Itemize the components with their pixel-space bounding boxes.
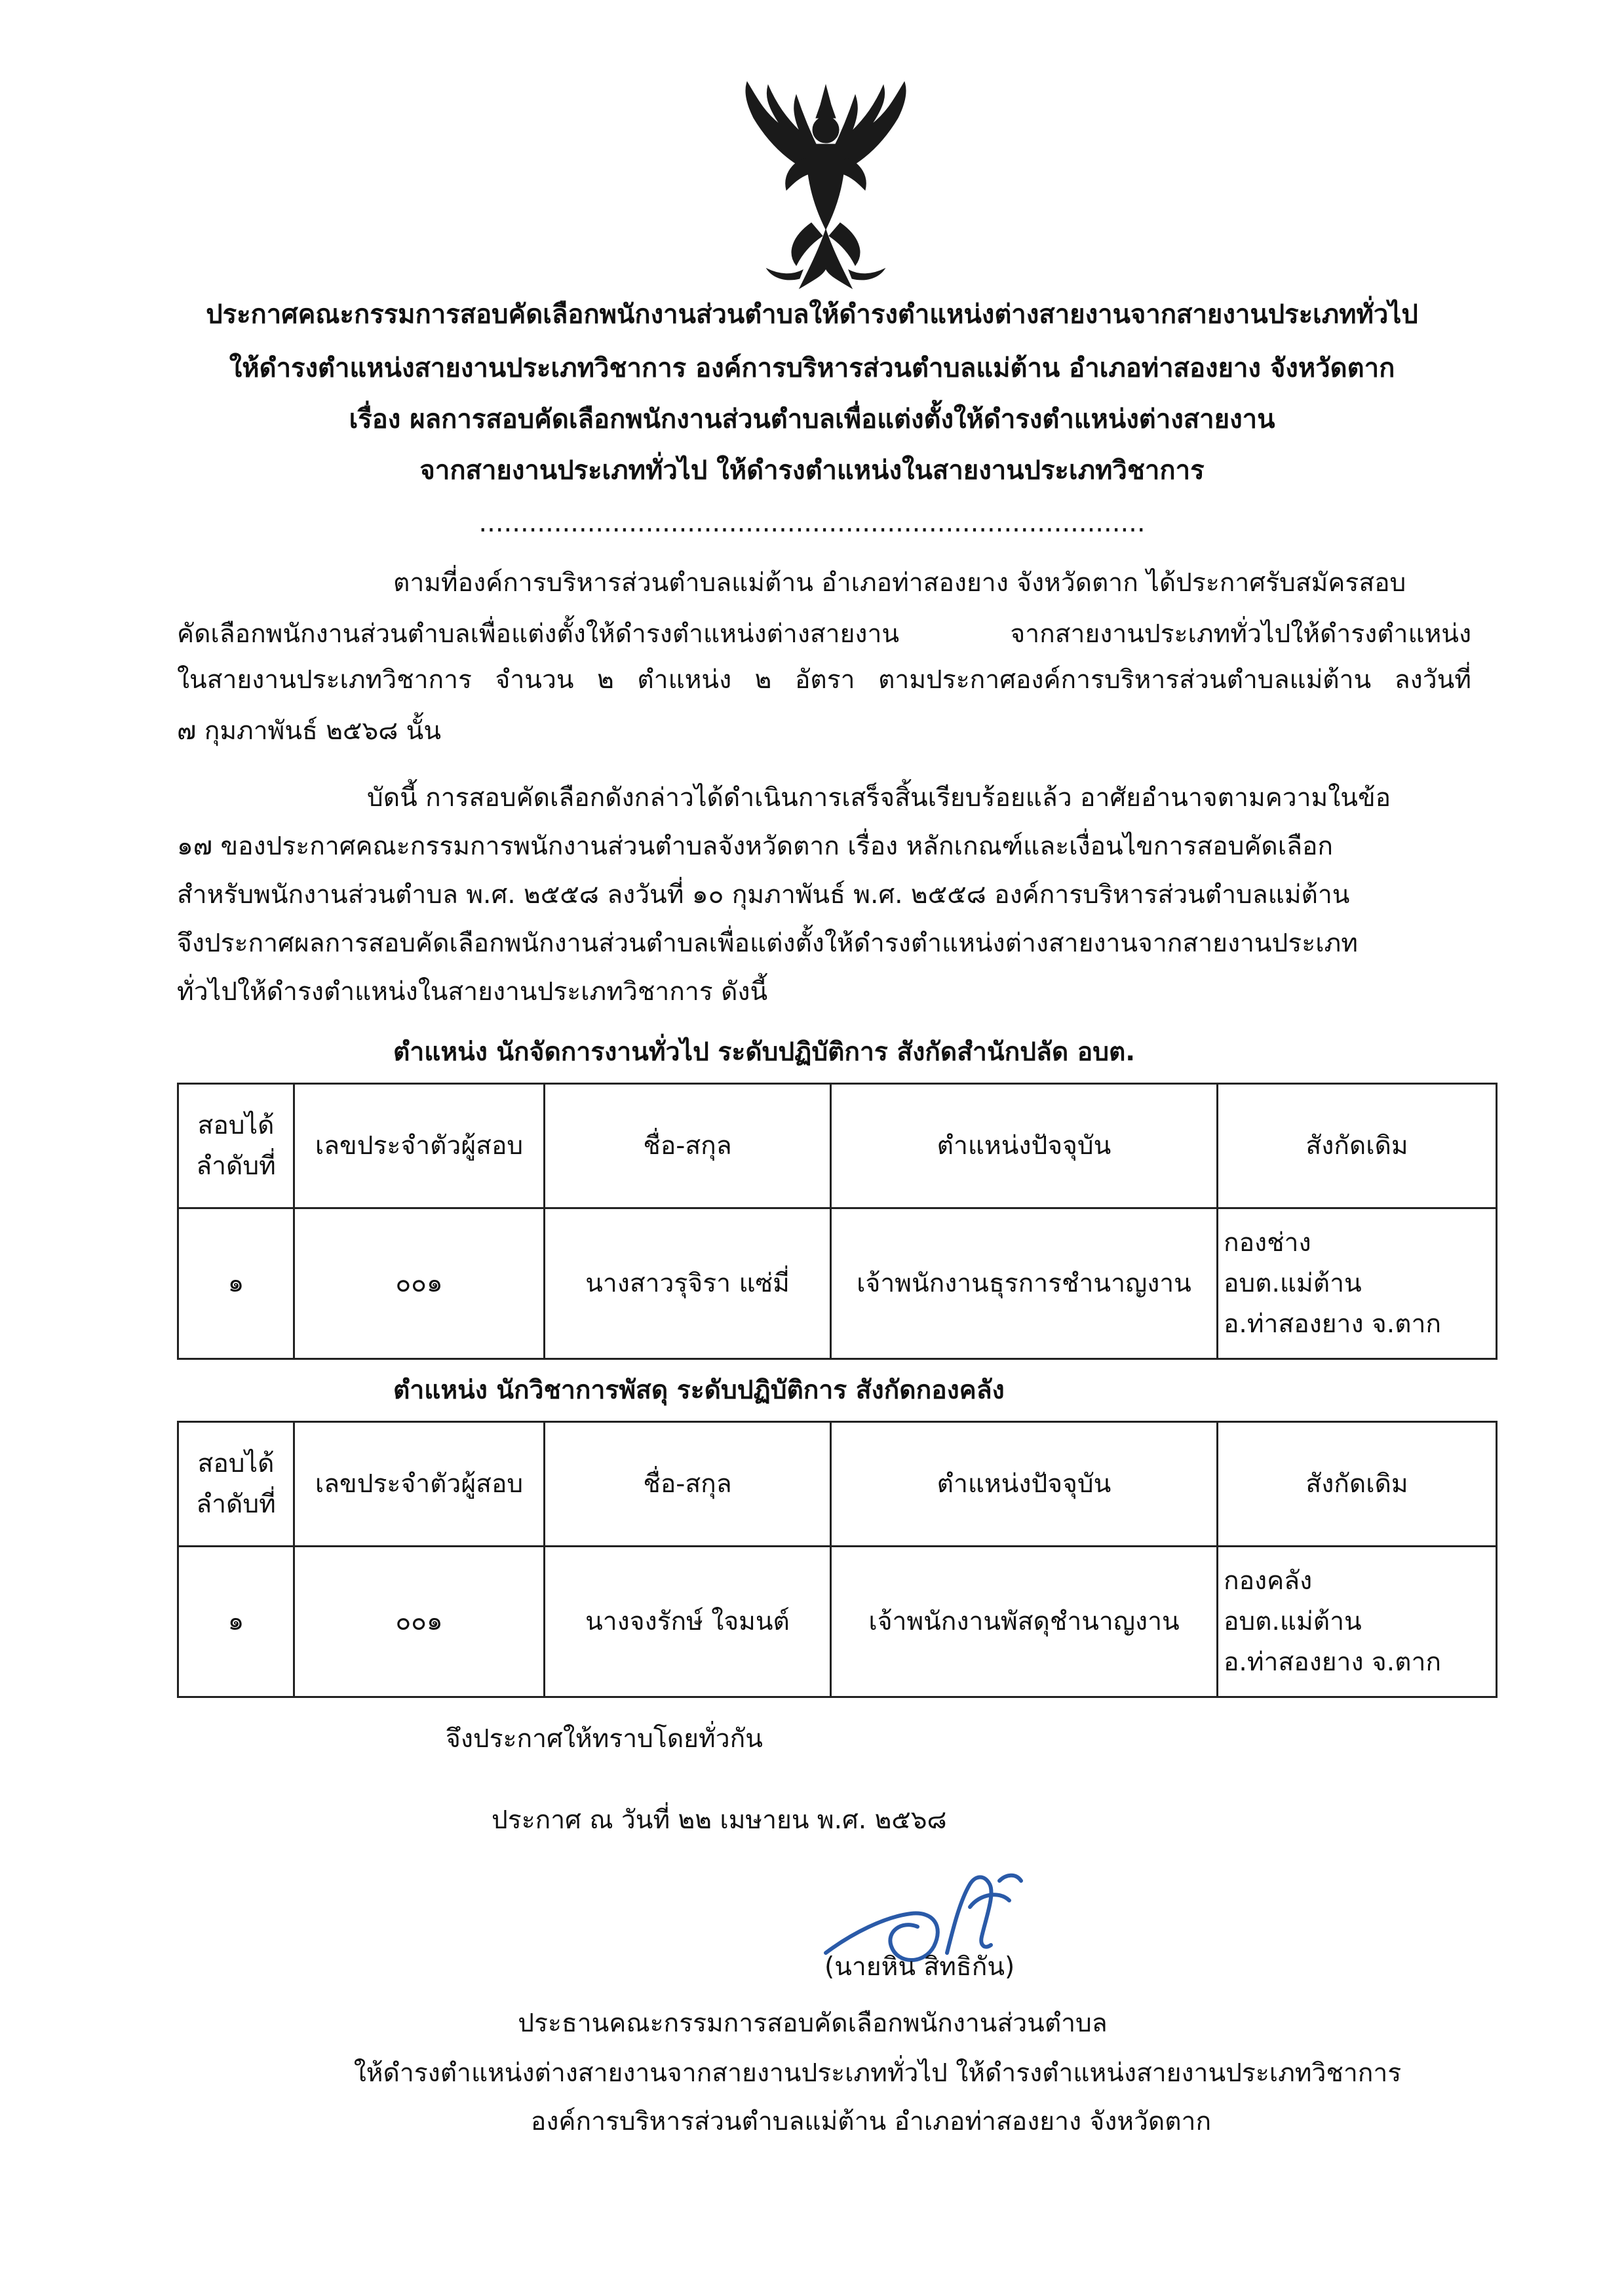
rank-header-line-2: ลำดับที่	[196, 1489, 276, 1519]
justified-word: อัตรา	[794, 665, 855, 695]
name-header: ชื่อ-สกุล	[545, 1084, 831, 1208]
paragraph1-line-2	[177, 616, 1471, 653]
title-line-2: ให้ดำรงตำแหน่งสายงานประเภทวิชาการ องค์การบริหารส่วนตำบลแม่ต้าน อำเภอท่าสองยาง จังหวัดตาก	[229, 353, 1395, 383]
candidate-id-header: เลขประจำตัวผู้สอบ	[294, 1422, 545, 1547]
rank-header-line-1: สอบได้	[197, 1110, 275, 1140]
paragraph2-line-3: สำหรับพนักงานส่วนตำบล พ.ศ. ๒๕๕๘ ลงวันที่ ๑๐ กุมภาพันธ์ พ.ศ. ๒๕๕๘ องค์การบริหารส่วนตำบลแม่ต้าน	[177, 880, 1350, 910]
justified-word: ๒	[597, 665, 614, 695]
current-position-header: ตำแหน่งปัจจุบัน	[831, 1084, 1218, 1208]
signer-position-line-3: องค์การบริหารส่วนตำบลแม่ต้าน อำเภอท่าสองยาง จังหวัดตาก	[530, 2107, 1212, 2136]
original-unit-cell	[1218, 1208, 1497, 1359]
table-header-row	[178, 1422, 1497, 1547]
justified-word: จากสายงานประเภททั่วไปให้ดำรงตำแหน่ง	[1010, 619, 1471, 649]
unit-line-1: กองคลัง	[1224, 1566, 1313, 1596]
original-unit-cell	[1218, 1547, 1497, 1697]
table1-title: ตำแหน่ง นักจัดการงานทั่วไป ระดับปฏิบัติการ สังกัดสำนักปลัด อบต.	[393, 1037, 1136, 1067]
justified-word: ในสายงานประเภทวิชาการ	[177, 665, 472, 695]
title-separator: ................................................................................	[478, 508, 1146, 538]
title-line-3: เรื่อง ผลการสอบคัดเลือกพนักงานส่วนตำบลเพื่อแต่งตั้งให้ดำรงตำแหน่งต่างสายงาน	[349, 404, 1275, 434]
paragraph2-line-4: จึงประกาศผลการสอบคัดเลือกพนักงานส่วนตำบลเพื่อแต่งตั้งให้ดำรงตำแหน่งต่างสายงานจากสายงานประเภท	[177, 929, 1358, 958]
table-row	[178, 1208, 1497, 1359]
paragraph2-line-2: ๑๗ ของประกาศคณะกรรมการพนักงานส่วนตำบลจังหวัดตาก เรื่อง หลักเกณฑ์และเงื่อนไขการสอบคัดเลือก	[177, 832, 1334, 861]
current-position-cell: เจ้าพนักงานธุรการชำนาญงาน	[831, 1208, 1218, 1359]
signer-position-line-1: ประธานคณะกรรมการสอบคัดเลือกพนักงานส่วนตำบล	[518, 2009, 1108, 2038]
unit-line-3: อ.ท่าสองยาง จ.ตาก	[1224, 1309, 1441, 1339]
unit-line-1: กองช่าง	[1224, 1227, 1311, 1258]
rank-header-line-2: ลำดับที่	[196, 1151, 276, 1181]
garuda-emblem-icon	[727, 79, 924, 301]
paragraph1-line-3	[177, 662, 1471, 699]
justified-word: จำนวน	[495, 665, 574, 695]
justified-word: ๒	[754, 665, 772, 695]
original-unit-header: สังกัดเดิม	[1218, 1422, 1497, 1547]
signer-name: (นายหิน สิทธิกัน)	[824, 1952, 1015, 1982]
candidate-id-cell: ๐๐๑	[294, 1547, 545, 1697]
unit-line-2: อบต.แม่ต้าน	[1224, 1268, 1362, 1298]
original-unit-header: สังกัดเดิม	[1218, 1084, 1497, 1208]
title-line-4: จากสายงานประเภททั่วไป ให้ดำรงตำแหน่งในสายงานประเภทวิชาการ	[419, 455, 1205, 486]
current-position-cell: เจ้าพนักงานพัสดุชำนาญงาน	[831, 1547, 1218, 1697]
name-cell: นางสาวรุจิรา แซ่มี่	[545, 1208, 831, 1359]
justified-word: ลงวันที่	[1394, 665, 1471, 695]
rank-header	[178, 1422, 294, 1547]
announce-text: จึงประกาศให้ทราบโดยทั่วกัน	[446, 1724, 763, 1754]
candidate-id-cell: ๐๐๑	[294, 1208, 545, 1359]
unit-line-2: อบต.แม่ต้าน	[1224, 1606, 1362, 1636]
paragraph1-line-1: ตามที่องค์การบริหารส่วนตำบลแม่ต้าน อำเภอท่าสองยาง จังหวัดตาก ได้ประกาศรับสมัครสอบ	[393, 568, 1406, 598]
results-table-1	[177, 1083, 1498, 1360]
rank-cell: ๑	[178, 1547, 294, 1697]
table-header-row	[178, 1084, 1497, 1208]
paragraph2-line-1: บัดนี้ การสอบคัดเลือกดังกล่าวได้ดำเนินการเสร็จสิ้นเรียบร้อยแล้ว อาศัยอำนาจตามความในข้อ	[367, 783, 1391, 813]
rank-cell: ๑	[178, 1208, 294, 1359]
name-header: ชื่อ-สกุล	[545, 1422, 831, 1547]
rank-header	[178, 1084, 294, 1208]
candidate-id-header: เลขประจำตัวผู้สอบ	[294, 1084, 545, 1208]
justified-word: ตามประกาศองค์การบริหารส่วนตำบลแม่ต้าน	[878, 665, 1372, 695]
paragraph2-line-5: ทั่วไปให้ดำรงตำแหน่งในสายงานประเภทวิชาการ ดังนี้	[177, 977, 768, 1007]
results-table-2	[177, 1421, 1498, 1698]
announce-date: ประกาศ ณ วันที่ ๒๒ เมษายน พ.ศ. ๒๕๖๘	[492, 1805, 947, 1835]
table-row	[178, 1547, 1497, 1697]
name-cell: นางจงรักษ์ ใจมนต์	[545, 1547, 831, 1697]
table2-title: ตำแหน่ง นักวิชาการพัสดุ ระดับปฏิบัติการ สังกัดกองคลัง	[393, 1376, 1005, 1405]
signer-position-line-2: ให้ดำรงตำแหน่งต่างสายงานจากสายงานประเภททั่วไป ให้ดำรงตำแหน่งสายงานประเภทวิชาการ	[353, 2058, 1402, 2088]
paragraph1-line-4: ๗ กุมภาพันธ์ ๒๕๖๘ นั้น	[177, 716, 442, 746]
title-line-1: ประกาศคณะกรรมการสอบคัดเลือกพนักงานส่วนตำบลให้ดำรงตำแหน่งต่างสายงานจากสายงานประเภททั่วไป	[206, 299, 1418, 330]
unit-line-3: อ.ท่าสองยาง จ.ตาก	[1224, 1647, 1441, 1677]
current-position-header: ตำแหน่งปัจจุบัน	[831, 1422, 1218, 1547]
rank-header-line-1: สอบได้	[197, 1448, 275, 1478]
justified-word: คัดเลือกพนักงานส่วนตำบลเพื่อแต่งตั้งให้ดำรงตำแหน่งต่างสายงาน	[177, 619, 900, 649]
justified-word: ตำแหน่ง	[637, 665, 732, 695]
